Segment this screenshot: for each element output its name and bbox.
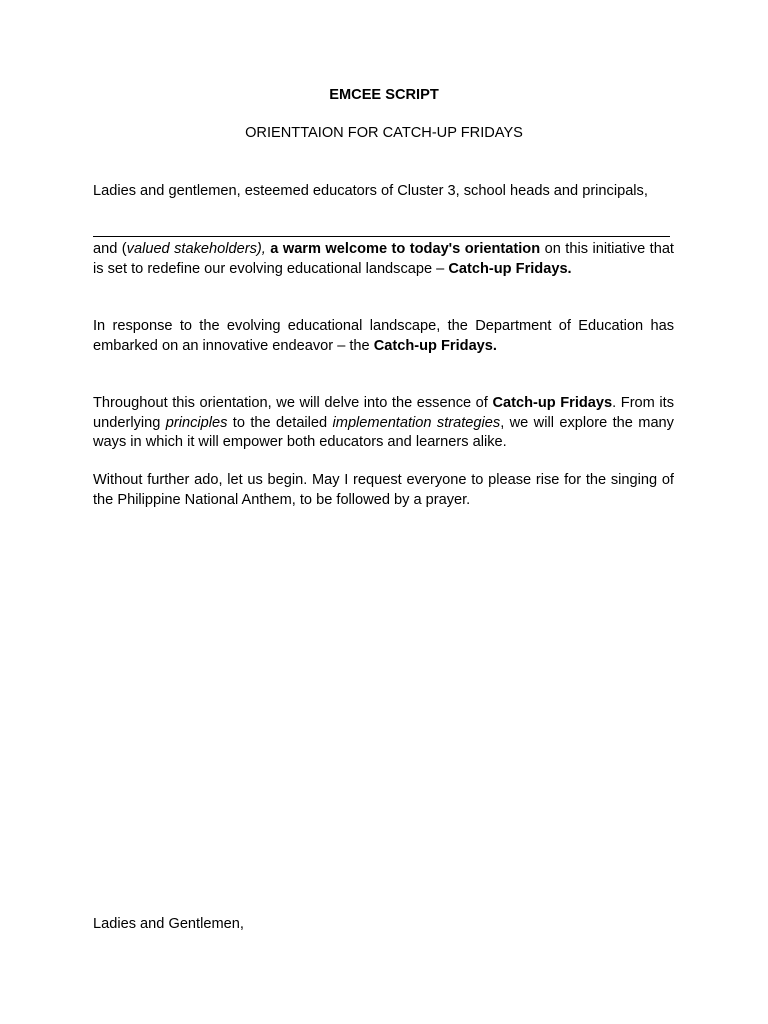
orientation-text-b: . From its underlying [93,395,674,431]
welcome-text-b: on this initiative that is set to redefine our evolving educational landscape – [93,241,674,277]
welcome-bold: a warm welcome to today's orientation [270,241,541,257]
welcome-italic: valued stakeholders), [126,241,266,257]
response-text: In response to the evolving educational landscape, the Department of Education has embarked on an innovative endeavor – the [93,318,674,354]
orientation-bold: Catch-up Fridays [492,395,613,411]
paragraph-orientation [93,394,674,453]
orientation-text-a: Throughout this orientation, we will delve into the essence of [93,395,493,411]
response-bold: Catch-up Fridays. [373,337,497,354]
welcome-bold-end: Catch-up Fridays. [448,260,572,277]
paragraph-greeting: Ladies and gentlemen, esteemed educators of Cluster 3, school heads and principals, [93,183,648,199]
paragraph-welcome [93,240,674,279]
paragraph-response [93,317,674,356]
paragraph-closing-greeting: Ladies and Gentlemen, [93,916,244,932]
orientation-text-d: , we will explore the many ways in which it will empower both educators and learners alike. [93,414,674,450]
orientation-italic-strategies: implementation strategies [332,414,501,431]
document-title: EMCEE SCRIPT [329,87,439,103]
welcome-text-a: and ( [93,241,127,257]
document-subtitle: ORIENTTAION FOR CATCH-UP FRIDAYS [245,125,523,141]
orientation-text-c: to the detailed [227,414,333,431]
orientation-italic-principles: principles [165,414,228,431]
fill-in-blank-line [93,236,670,237]
paragraph-begin: Without further ado, let us begin. May I request everyone to please rise for the singing of the Philippine National Anthem, to be followed by a prayer. [93,472,674,508]
